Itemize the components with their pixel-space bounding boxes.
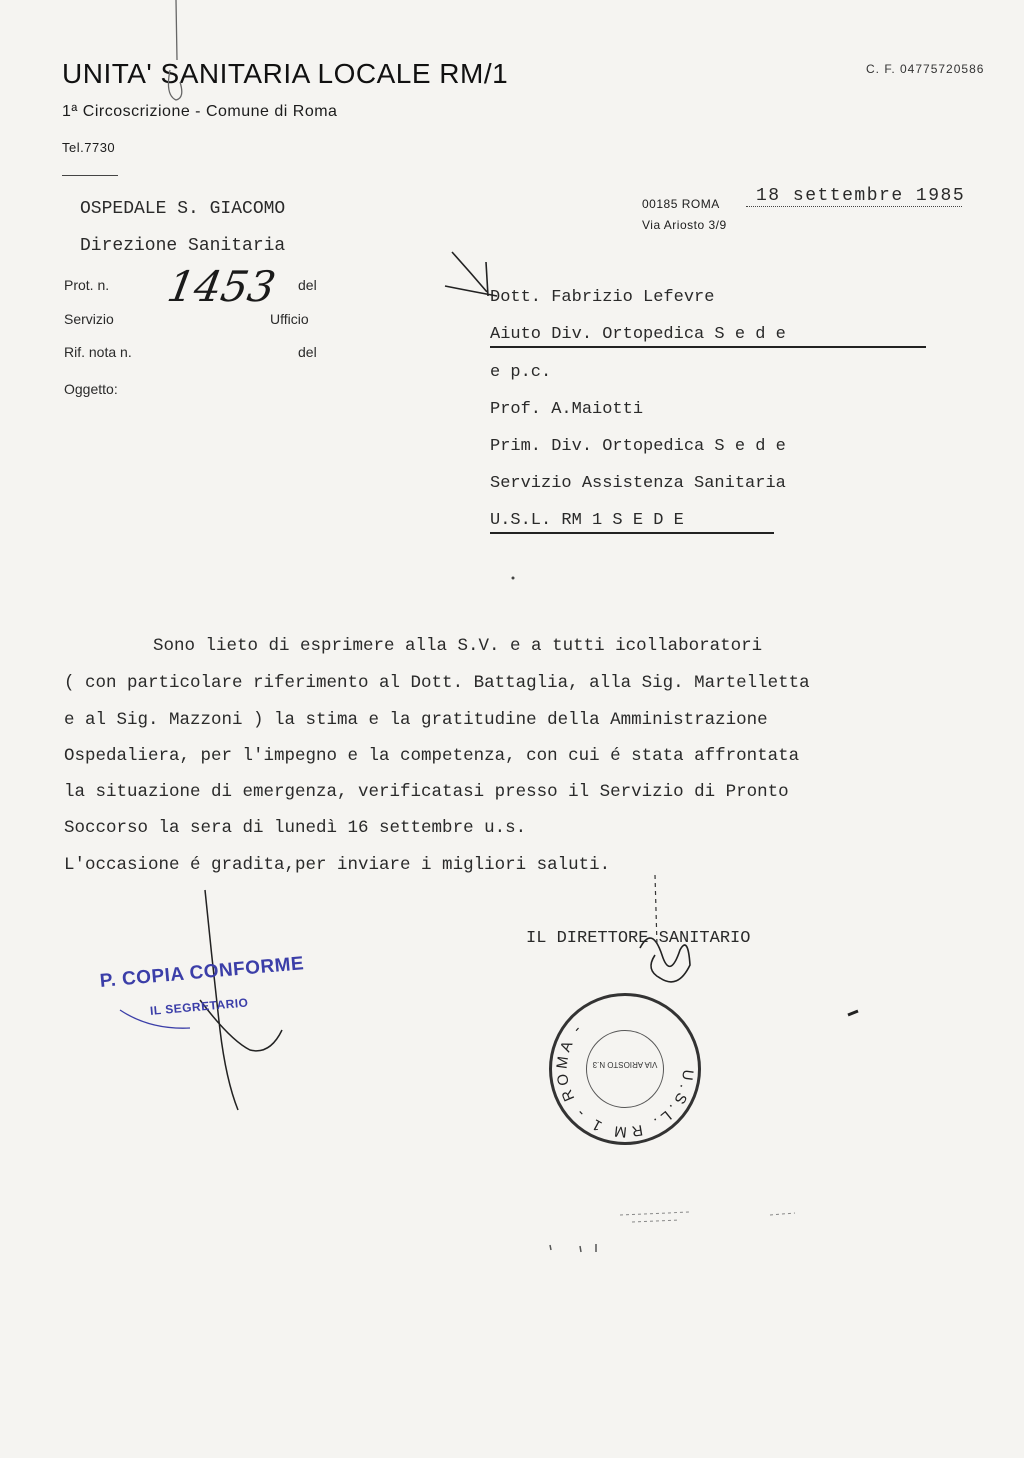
fiscal-code: C. F. 04775720586 <box>866 62 985 76</box>
recipient-line: U.S.L. RM 1 S E D E <box>490 511 774 534</box>
signature-title: IL DIRETTORE SANITARIO <box>526 929 751 948</box>
oggetto-label: Oggetto: <box>64 381 118 397</box>
department-name: Direzione Sanitaria <box>80 236 286 256</box>
body-line: Ospedaliera, per l'impegno e la competenza, con cui é stata affrontata <box>64 746 800 766</box>
body-line: Soccorso la sera di lunedì 16 settembre u.s. <box>64 818 527 838</box>
zip-city: 00185 ROMA <box>642 197 720 211</box>
telephone: Tel.7730 <box>62 140 116 155</box>
recipient-line: Prim. Div. Ortopedica S e d e <box>490 437 786 456</box>
prot-number-handwritten: 1453 <box>163 262 280 311</box>
district-line: 1ª Circoscrizione - Comune di Roma <box>62 103 338 120</box>
recipient-line: Dott. Fabrizio Lefevre <box>490 288 715 307</box>
rif-label: Rif. nota n. <box>64 344 132 360</box>
hospital-name: OSPEDALE S. GIACOMO <box>80 199 286 219</box>
ufficio-label: Ufficio <box>270 311 309 327</box>
svg-text:U.S.L. RM 1 - ROMA - <box>554 1018 697 1140</box>
seal-center-text: VIA ARIOSTO N.3 <box>592 1060 658 1069</box>
del-label-2: del <box>298 344 317 360</box>
letter-date: 18 settembre 1985 <box>756 186 966 206</box>
recipient-line: Prof. A.Maiotti <box>490 400 644 419</box>
street-address: Via Ariosto 3/9 <box>642 218 727 232</box>
official-seal <box>549 993 701 1145</box>
copy-conforme-stamp: P. COPIA CONFORME <box>99 953 305 992</box>
recipient-line: Aiuto Div. Ortopedica S e d e <box>490 325 926 348</box>
del-label: del <box>298 277 317 293</box>
prot-label: Prot. n. <box>64 277 110 293</box>
body-line: e al Sig. Mazzoni ) la stima e la gratitudine della Amministrazione <box>64 710 768 730</box>
seal-lettering <box>552 996 698 1142</box>
recipient-line: Servizio Assistenza Sanitaria <box>490 474 786 493</box>
org-name: UNITA' SANITARIA LOCALE RM/1 <box>62 58 509 89</box>
body-line: la situazione di emergenza, verificatasi presso il Servizio di Pronto <box>64 782 789 802</box>
seal-ring-text: U.S.L. RM 1 - ROMA - <box>553 1018 697 1141</box>
servizio-label: Servizio <box>64 311 114 327</box>
body-line: L'occasione é gradita,per inviare i migliori saluti. <box>64 855 611 875</box>
body-line: Sono lieto di esprimere alla S.V. e a tutti icollaboratori <box>153 636 763 656</box>
body-line: ( con particolare riferimento al Dott. Battaglia, alla Sig. Martelletta <box>64 673 810 693</box>
secretary-stamp: IL SEGRETARIO <box>149 995 249 1018</box>
recipient-line: e p.c. <box>490 363 552 382</box>
